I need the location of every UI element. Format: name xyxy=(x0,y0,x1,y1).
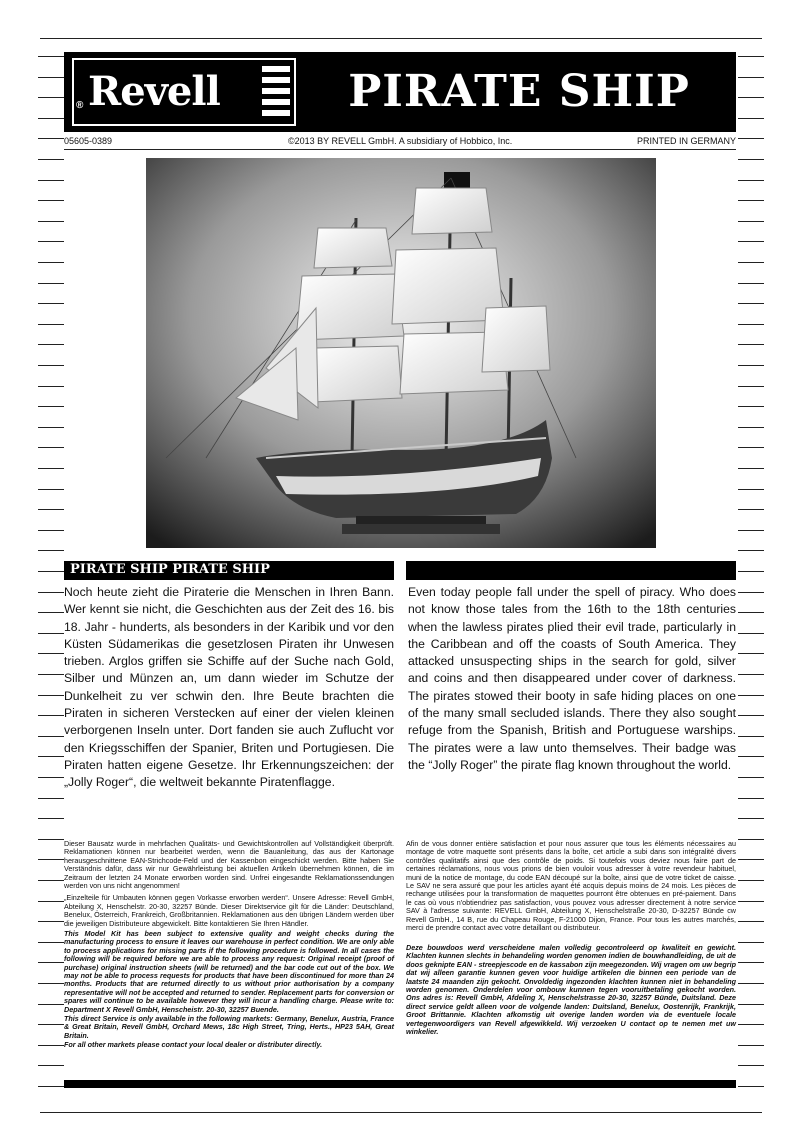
margin-tick xyxy=(738,241,764,242)
margin-tick xyxy=(38,880,64,881)
margin-tick xyxy=(738,695,764,696)
margin-tick xyxy=(738,798,764,799)
margin-tick xyxy=(38,221,64,222)
margin-tick xyxy=(38,262,64,263)
logo-bars-icon xyxy=(262,66,290,118)
margin-tick xyxy=(38,365,64,366)
margin-tick xyxy=(738,859,764,860)
margin-tick xyxy=(38,427,64,428)
margin-tick xyxy=(38,159,64,160)
margin-tick xyxy=(738,653,764,654)
margin-tick xyxy=(738,756,764,757)
meta-rule xyxy=(64,149,736,150)
margin-tick xyxy=(738,468,764,469)
fineprint-french: Afin de vous donner entière satisfaction et pour nous assurer que tous les éléments nécessaires au montage de votre maquette sont présents dans la boîte, cet article a subi dans son intégralité divers contrôles qualitatifs ainsi que des contrôle de poids. Si toutefois vous deviez nous faire part de certaines réclamations, nous vous prions de bien vouloir vous adresser à votre revendeur habituel, muni de la notice de montage, du code EAN découpé sur la boîte, ainsi que de votre ticket de caisse. Le SAV ne sera assuré que pour les articles ayant été acquis depuis moins de 24 mois. Les pièces de rechange utilisées pour la transformation de maquettes pourront être obtenues en pré-paiement. Dans le cas où vous n'obtiendriez pas satisfaction, vous pouvez vous adresser directement à notre service SAV à l'adresse suivante: REVELL GmbH, Abteilung X, Henschelstraße 20-30, D-32257 Bünde cw Revell GmbH., 14 B, rue du Chapeau Rouge, F-21000 Dijon, France. Pour tous les autres marchés, merci de prendre contact avec votre detaillant ou distributeur. xyxy=(406,839,736,933)
margin-tick xyxy=(38,1024,64,1025)
margin-tick xyxy=(38,653,64,654)
margin-tick xyxy=(38,571,64,572)
margin-tick xyxy=(738,118,764,119)
margin-tick xyxy=(38,97,64,98)
intro-german: Noch heute zieht die Piraterie die Menschen in Ihren Bann. Wer kennt sie nicht, die Geschichten aus der Zeit des 16. bis 18. Jahr - hunderts, als besonders in der Karibik und vor den Küsten Südamerikas die gesetzlosen Piraten ihr Unwesen trieben. Arglos griffen sie Schiffe auf der Suche nach Gold, Silber und Münzen an, um dann wieder im Schutze der Dunkelheit zu ver schwin den. Ihre Beute brachten die Piraten in sicheren Verstecken auf einer der vielen kleinen verborgenen Inseln unter. Dort fanden sie auch Zuflucht vor den Kriegsschiffen der Spanier, Briten und Portugiesen. Die Piraten hatten eigene Gesetze. Ihr Erkennungszeichen: der „Jolly Roger“, die weltweit bekannte Piratenflagge. xyxy=(64,585,394,790)
margin-tick xyxy=(738,777,764,778)
left-tick-marks xyxy=(38,0,64,1134)
margin-tick xyxy=(738,715,764,716)
margin-tick xyxy=(738,530,764,531)
margin-tick xyxy=(38,1004,64,1005)
fineprint-dutch: Deze bouwdoos werd verscheidene malen volledig gecontroleerd op kwaliteit en gewicht. Klachten kunnen slechts in behandeling worden genomen indien de bouwhandleiding, de uit de doos geknipte EAN - streepjescode en de kassabon zijn meegezonden. Wij vragen om uw begrip dat wij alleen garantie kunnen geven voor huidige artikelen die binnen een periode van de laatste 24 maanden zijn gekocht. Onvoldedig ingezonden klachten kunnen niet in behandeling worden genomen. Onderdelen voor ombouw kunnen tegen vooruitbetaling gekocht worden. Ons adres is: Revell GmbH, Afdeling X, Henschelstrasse 20-30, 32257 Bünde, Duitsland. Deze direct service geldt alleen voor de volgende landen: Duitsland, Benelux, Oostenrijk, Frankrijk, Groot Brittannie. Klachten afkomstig uit overige landen worden via de eventuele locale vertegenwoordigers van Revell afgewikkeld. Wij verzoeken U contact op te nemen met uw winkelier. xyxy=(406,943,736,1037)
footer-bar xyxy=(64,1080,736,1088)
fineprint-de-2: „Einzelteile für Umbauten können gegen Vorkasse erworben werden“. Unsere Adresse: Revell GmbH, Abteilung X, Henschelstr. 20-30, 32257 Bünde. Dieser Direktservice gilt für die Länder: Deutschland, Benelux, Österreich, Frankreich, Großbritannien. Reklamationen aus den übrigen Ländern werden über die jeweiligen Distributeure abgewickelt. Bitte kontaktieren Sie Ihren Händler. xyxy=(64,893,394,928)
margin-tick xyxy=(38,447,64,448)
margin-tick xyxy=(38,818,64,819)
header-banner xyxy=(64,52,736,132)
brand-name: Revell xyxy=(88,68,220,115)
revell-logo xyxy=(72,58,296,126)
margin-tick xyxy=(738,674,764,675)
margin-tick xyxy=(738,1045,764,1046)
margin-tick xyxy=(38,241,64,242)
margin-tick xyxy=(738,1004,764,1005)
margin-tick xyxy=(738,550,764,551)
intro-english: Even today people fall under the spell of piracy. Who does not know those tales from the 16th to the 18th centuries when the lawless pirates plied their evil trade, particularly in the Caribbean and off the coasts of South America. They attacked unsuspecting ships in the search for gold, silver and coins and then disappeared under cover of darkness. The pirates stowed their booty in safe hiding places on one of the many small secluded islands. There they also sought refuge from the Spanish, British and Portuguese warships. The pirates were a law unto themselves. Their badge was the “Jolly Roger” the pirate flag known throughout the world. xyxy=(408,585,736,772)
registered-mark: ® xyxy=(76,100,84,111)
margin-tick xyxy=(38,901,64,902)
margin-tick xyxy=(38,344,64,345)
margin-tick xyxy=(38,386,64,387)
margin-tick xyxy=(38,77,64,78)
margin-tick xyxy=(38,736,64,737)
right-tick-marks xyxy=(738,0,764,1134)
margin-tick xyxy=(38,489,64,490)
margin-tick xyxy=(38,756,64,757)
margin-tick xyxy=(738,159,764,160)
fineprint-german xyxy=(64,840,394,932)
margin-tick xyxy=(38,138,64,139)
margin-tick xyxy=(38,798,64,799)
margin-tick xyxy=(738,509,764,510)
margin-tick xyxy=(38,180,64,181)
margin-tick xyxy=(738,365,764,366)
margin-tick xyxy=(738,427,764,428)
margin-tick xyxy=(38,695,64,696)
margin-tick xyxy=(38,1086,64,1087)
ship-photo xyxy=(146,158,656,548)
margin-tick xyxy=(738,56,764,57)
margin-tick xyxy=(738,200,764,201)
margin-tick xyxy=(38,324,64,325)
section-heading-bar xyxy=(64,561,394,580)
top-rule xyxy=(40,38,762,39)
margin-tick xyxy=(38,983,64,984)
fineprint-english xyxy=(64,930,394,1054)
item-number: 05605-0389 xyxy=(64,136,113,146)
margin-tick xyxy=(38,859,64,860)
margin-tick xyxy=(38,406,64,407)
margin-tick xyxy=(738,386,764,387)
margin-tick xyxy=(38,530,64,531)
margin-tick xyxy=(738,901,764,902)
margin-tick xyxy=(738,962,764,963)
margin-tick xyxy=(38,715,64,716)
margin-tick xyxy=(38,942,64,943)
margin-tick xyxy=(38,550,64,551)
margin-tick xyxy=(38,633,64,634)
margin-tick xyxy=(738,612,764,613)
fineprint-en-1: This Model Kit has been subject to extensive quality and weight checks during the manufacturing process to ensure it leaves our warehouse in perfect condition. We are only able to process applications for missing parts if the following procedure is followed. In all cases the following will be required before we are able to process any request: Original receipt (proof of purchase) original instruction sheets (will be returned) and the bar code cut out of the box. We may not be able to process requests for products that have been discontinued for more than 24 months. Products that are returned directly to us without prior authorisation by a company representative will not be accepted and returned to sender. Replacement parts for conversion or spares will continue to be available however they will incur a handling charge. Please write to: Department X Revell GmbH, Henscheistr. 20-30, 32257 Buende. xyxy=(64,929,394,1014)
margin-tick xyxy=(38,777,64,778)
margin-tick xyxy=(38,56,64,57)
margin-tick xyxy=(738,571,764,572)
margin-tick xyxy=(38,283,64,284)
margin-tick xyxy=(738,406,764,407)
margin-tick xyxy=(738,344,764,345)
section-heading: PIRATE SHIP PIRATE SHIP xyxy=(70,562,270,577)
margin-tick xyxy=(38,1045,64,1046)
printed-in: PRINTED IN GERMANY xyxy=(636,136,736,146)
margin-tick xyxy=(738,1065,764,1066)
margin-tick xyxy=(38,962,64,963)
margin-tick xyxy=(738,880,764,881)
margin-tick xyxy=(738,942,764,943)
margin-tick xyxy=(738,921,764,922)
margin-tick xyxy=(738,839,764,840)
margin-tick xyxy=(738,736,764,737)
margin-tick xyxy=(38,839,64,840)
margin-tick xyxy=(738,324,764,325)
margin-tick xyxy=(738,262,764,263)
margin-tick xyxy=(738,303,764,304)
margin-tick xyxy=(38,468,64,469)
margin-tick xyxy=(738,818,764,819)
margin-tick xyxy=(38,118,64,119)
copyright: ©2013 BY REVELL GmbH. A subsidiary of Hobbico, Inc. xyxy=(288,136,513,146)
margin-tick xyxy=(38,303,64,304)
fineprint-de-1: Dieser Bausatz wurde in mehrfachen Qualitäts- und Gewichtskontrollen auf Vollständigkeit überprüft. Reklamationen können nur bearbeitet werden, wenn die Bauanleitung, das aus der Kartonage herausgeschnittene EAN-Strichcode-Feld und der Kassenbon eingeschickt werden. Bitte haben Sie Verständnis dafür, dass wir nur Gewährleistung bei aktuellen Artikeln übernehmen können, die im Zeitraum der letzten 24 Monate erworben worden sind. Unfrei eingesandte Reklamationssendungen werden von uns nicht angenommen! xyxy=(64,839,394,891)
bottom-rule xyxy=(40,1112,762,1113)
margin-tick xyxy=(38,200,64,201)
margin-tick xyxy=(738,489,764,490)
margin-tick xyxy=(738,1086,764,1087)
margin-tick xyxy=(38,592,64,593)
margin-tick xyxy=(738,592,764,593)
fineprint-en-3: For all other markets please contact your local dealer or distributer directly. xyxy=(64,1040,323,1050)
section-heading-bar-right xyxy=(406,561,736,580)
fineprint-en-2: This direct Service is only available in the following markets: Germany, Benelux, Austria, France & Great Britain, Revell GmbH, Orchard Mews, 18c High Street, Tring, Herts., HP23 5AH, Great Britain. xyxy=(64,1014,394,1040)
margin-tick xyxy=(38,674,64,675)
margin-tick xyxy=(738,77,764,78)
margin-tick xyxy=(738,447,764,448)
margin-tick xyxy=(38,1065,64,1066)
margin-tick xyxy=(738,983,764,984)
margin-tick xyxy=(738,1024,764,1025)
margin-tick xyxy=(38,921,64,922)
margin-tick xyxy=(738,138,764,139)
margin-tick xyxy=(738,97,764,98)
margin-tick xyxy=(38,612,64,613)
page-title: PIRATE SHIP xyxy=(348,66,690,117)
margin-tick xyxy=(738,221,764,222)
margin-tick xyxy=(738,283,764,284)
margin-tick xyxy=(738,180,764,181)
margin-tick xyxy=(38,509,64,510)
margin-tick xyxy=(738,633,764,634)
